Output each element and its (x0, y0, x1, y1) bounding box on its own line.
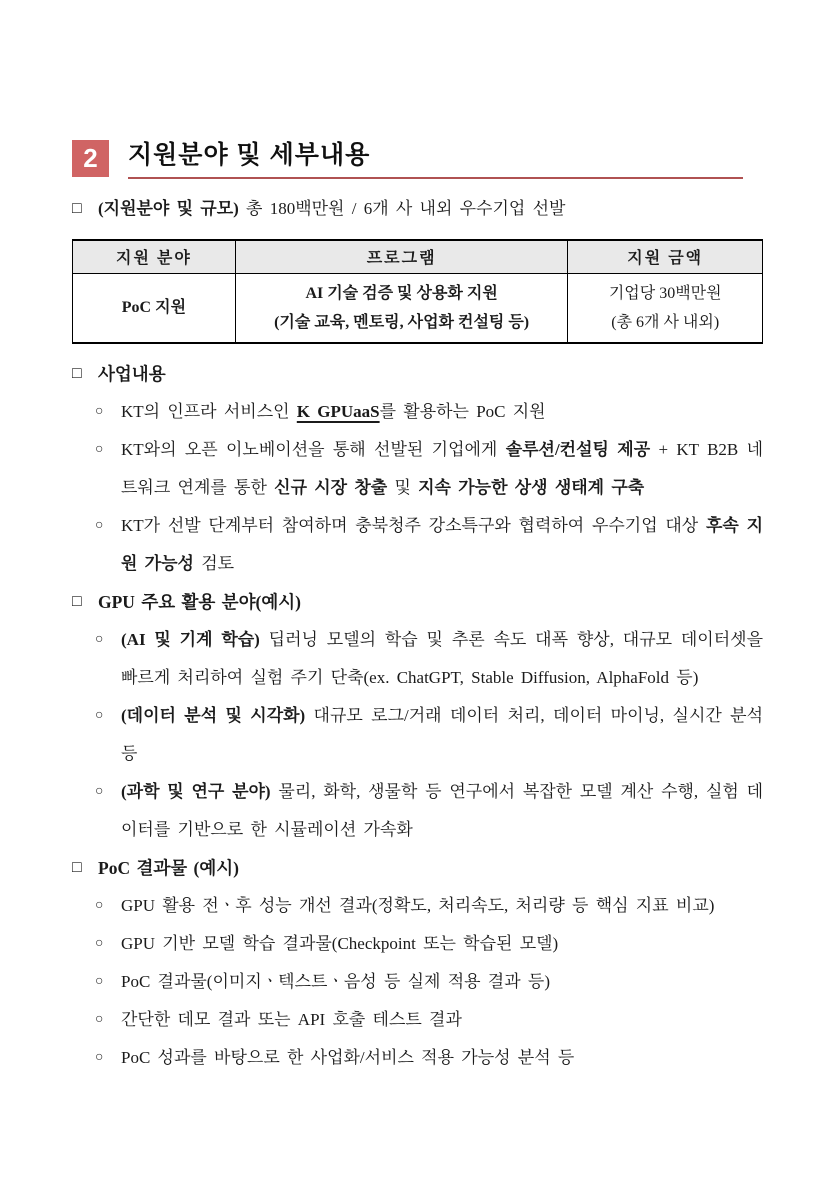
section-poc-deliverables (72, 849, 763, 1077)
section-heading (72, 583, 763, 621)
square-bullet-icon: □ (72, 200, 82, 217)
col-header-amount: 지원 금액 (568, 240, 763, 273)
text-segment: (과학 및 연구 분야) (121, 782, 271, 801)
section-header (72, 140, 763, 179)
text-segment: KT의 인프라 서비스인 (121, 402, 297, 421)
text-segment: 검토 (193, 554, 235, 573)
text-segment: GPU 기반 모델 학습 결과물(Checkpoint 또는 학습된 모델) (121, 934, 559, 953)
list-item (95, 697, 763, 773)
list-item (95, 963, 763, 1001)
support-summary-table (72, 239, 763, 344)
amount-line-2: (총 6개 사 내외) (611, 313, 720, 331)
section-number-badge: 2 (72, 140, 109, 177)
bullet-text (121, 507, 763, 583)
list-item (95, 621, 763, 697)
list-item (95, 773, 763, 849)
circle-bullet-icon: ○ (95, 784, 104, 799)
text-segment: 총 180백만원 / 6개 사 내외 우수기업 선발 (238, 199, 566, 218)
text-segment: 및 (387, 478, 419, 497)
bullet-text (121, 431, 763, 507)
document-body (72, 355, 763, 1077)
list-item (95, 925, 763, 963)
circle-bullet-icon: ○ (95, 632, 104, 647)
bullet-text (121, 1001, 763, 1039)
bullet-text (121, 773, 763, 849)
circle-bullet-icon: ○ (95, 708, 104, 723)
square-bullet-icon: □ (72, 859, 82, 876)
text-segment: 후속 지원 가능성 (121, 516, 763, 573)
text-segment: PoC 결과물(이미지ㆍ텍스트ㆍ음성 등 실제 적용 결과 등) (121, 972, 550, 991)
cell-program (235, 273, 568, 343)
text-segment: 를 활용하는 PoC 지원 (379, 402, 546, 421)
col-header-program: 프로그램 (235, 240, 568, 273)
section-gpu-use-cases (72, 583, 763, 849)
table-header-row (73, 240, 763, 273)
list-item (95, 1001, 763, 1039)
text-segment: 딥러닝 모델의 학습 및 추론 속도 대폭 향상, 대규모 데이터셋을 빠르게 처리하여 실험 주기 단축(ex. ChatGPT, Stable Diffusion, AlphaFold 등) (121, 630, 763, 687)
section-heading (72, 849, 763, 887)
text-segment: 대규모 로그/거래 데이터 처리, 데이터 마이닝, 실시간 분석 등 (121, 706, 763, 763)
list-item (95, 887, 763, 925)
text-segment: 간단한 데모 결과 또는 API 호출 테스트 결과 (121, 1010, 462, 1029)
circle-bullet-icon: ○ (95, 936, 104, 951)
text-segment: 지속 가능한 상생 생태계 구축 (418, 478, 645, 497)
section-business-content (72, 355, 763, 583)
square-bullet-icon: □ (72, 593, 82, 610)
cell-amount (568, 273, 763, 343)
text-segment: 솔루션/컨설팅 제공 (505, 440, 651, 459)
circle-bullet-icon: ○ (95, 1050, 104, 1065)
circle-bullet-icon: ○ (95, 1012, 104, 1027)
intro-line (72, 194, 763, 224)
text-segment: GPU 활용 전ㆍ후 성능 개선 결과(정확도, 처리속도, 처리량 등 핵심 지표 비교) (121, 896, 715, 915)
text-segment: 신규 시장 창출 (274, 478, 388, 497)
program-line-2: (기술 교육, 멘토링, 사업화 컨설팅 등) (274, 313, 530, 331)
bullet-text (121, 925, 763, 963)
cell-support-field: PoC 지원 (73, 273, 236, 343)
section-heading (72, 355, 763, 393)
circle-bullet-icon: ○ (95, 898, 104, 913)
circle-bullet-icon: ○ (95, 518, 104, 533)
text-segment: PoC 성과를 바탕으로 한 사업화/서비스 적용 가능성 분석 등 (121, 1048, 575, 1067)
section-title: PoC 결과물 (예시) (98, 858, 240, 878)
text-segment: KT와의 오픈 이노베이션을 통해 선발된 기업에게 (121, 440, 506, 459)
text-segment: K GPUaaS (296, 402, 380, 421)
title-underline-rule (128, 140, 743, 179)
list-item (95, 393, 763, 431)
bullet-text (121, 887, 763, 925)
text-segment: (AI 및 기계 학습) (121, 630, 260, 649)
program-line-1: AI 기술 검증 및 상용화 지원 (305, 284, 498, 302)
bullet-text (121, 621, 763, 697)
intro-label: (지원분야 및 규모) (98, 199, 239, 218)
text-segment: KT가 선발 단계부터 참여하며 충북청주 강소특구와 협력하여 우수기업 대상 (121, 516, 706, 535)
square-bullet-icon: □ (72, 365, 82, 382)
list-item (95, 1039, 763, 1077)
page-title: 지원분야 및 세부내용 (128, 141, 371, 169)
circle-bullet-icon: ○ (95, 404, 104, 419)
list-item (95, 507, 763, 583)
text-segment: 물리, 화학, 생물학 등 연구에서 복잡한 모델 계산 수행, 실험 데이터를 기반으로 한 시뮬레이션 가속화 (121, 782, 763, 839)
section-title: GPU 주요 활용 분야(예시) (98, 592, 301, 612)
intro-text (98, 194, 565, 224)
text-segment: + KT B2B 네트워크 연계를 통한 (121, 440, 763, 497)
bullet-text (121, 963, 763, 1001)
circle-bullet-icon: ○ (95, 442, 104, 457)
amount-line-1: 기업당 30백만원 (608, 284, 722, 302)
col-header-field: 지원 분야 (73, 240, 236, 273)
bullet-text (121, 697, 763, 773)
circle-bullet-icon: ○ (95, 974, 104, 989)
bullet-text (121, 1039, 763, 1077)
list-item (95, 431, 763, 507)
table-row (73, 273, 763, 343)
text-segment: (데이터 분석 및 시각화) (121, 706, 306, 725)
bullet-text (121, 393, 763, 431)
section-title: 사업내용 (98, 364, 166, 384)
